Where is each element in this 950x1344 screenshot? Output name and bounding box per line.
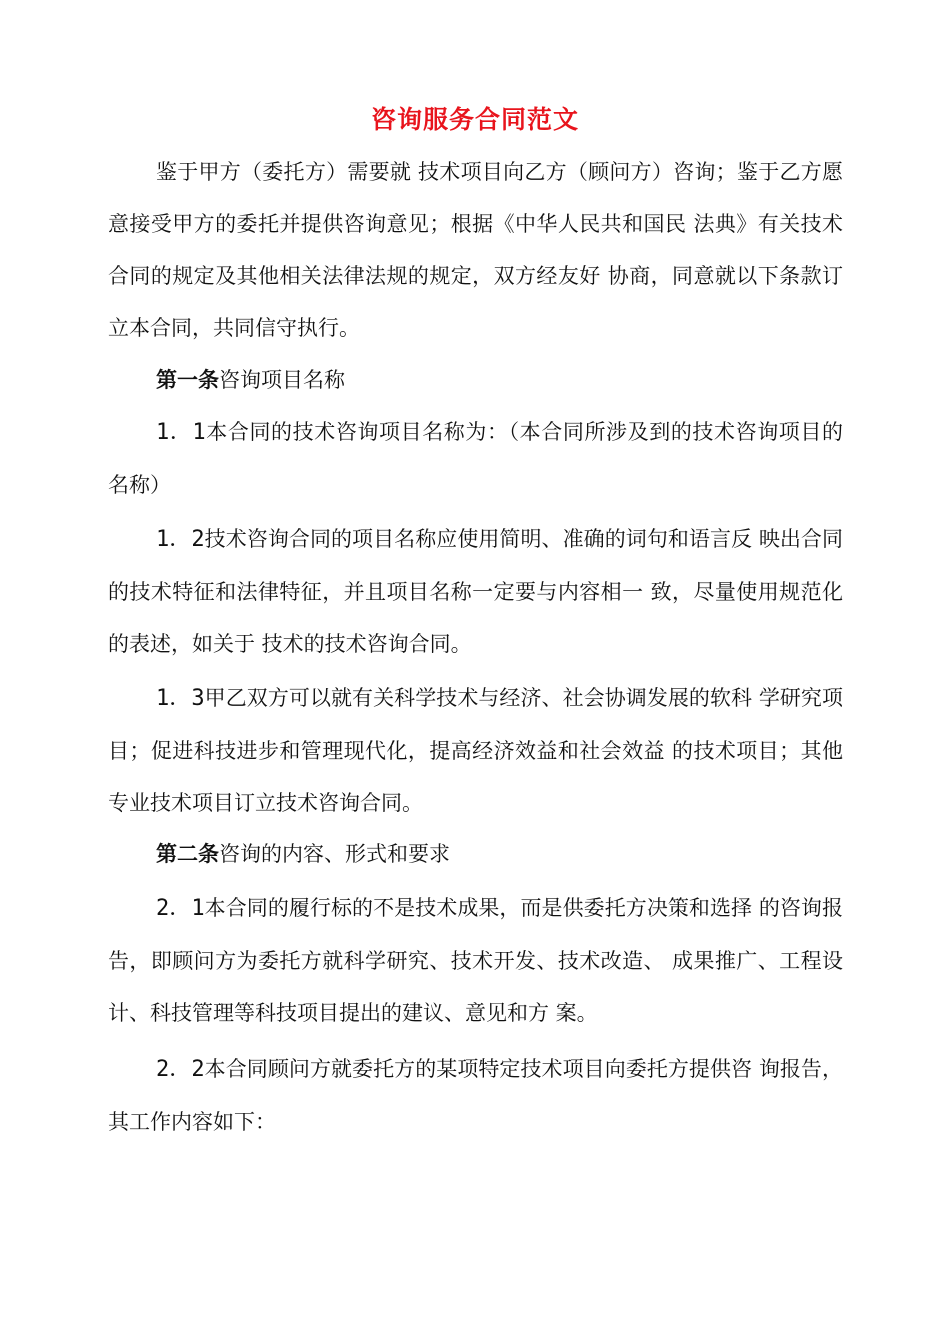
article-1-label: 第一条 [156, 368, 219, 392]
clause-1-1-number: 1．1 [156, 420, 206, 445]
clause-2-1 [108, 882, 843, 1039]
clause-1-3-number: 1．3 [156, 686, 205, 711]
clause-1-3-text: 甲乙双方可以就有关科学技术与经济、社会协调发展的软科 学研究项目；促进科技进步和管理现代化，提高经济效益和社会效益 的技术项目；其他专业技术项目订立技术咨询合同。 [108, 686, 843, 815]
clause-2-2 [108, 1043, 843, 1148]
article-1-heading [156, 354, 846, 406]
clause-2-1-text: 本合同的履行标的不是技术成果，而是供委托方决策和选择 的咨询报告，即顾问方为委托方就科学研究、技术开发、技术改造、 成果推广、工程设计、科技管理等科技项目提出的建议、意见和方 案。 [108, 896, 843, 1025]
clause-1-1 [108, 406, 843, 511]
clause-1-2 [108, 513, 843, 670]
clause-2-2-text: 本合同顾问方就委托方的某项特定技术项目向委托方提供咨 询报告，其工作内容如下： [108, 1057, 843, 1134]
clause-1-1-text: 本合同的技术咨询项目名称为：（本合同所涉及到的技术咨询项目的名称） [108, 420, 843, 497]
clause-2-2-number: 2．2 [156, 1057, 205, 1082]
intro-paragraph: 鉴于甲方（委托方）需要就 技术项目向乙方（顾问方）咨询；鉴于乙方愿意接受甲方的委托并提供咨询意见；根据《中华人民共和国民 法典》有关技术合同的规定及其他相关法律法规的规定，双方经友好 协商，同意就以下条款订立本合同，共同信守执行。 [108, 160, 843, 340]
document-title: 咨询服务合同范文 [370, 105, 579, 134]
article-1-title: 咨询项目名称 [219, 368, 345, 392]
clause-1-2-text: 技术咨询合同的项目名称应使用简明、准确的词句和语言反 映出合同的技术特征和法律特征，并且项目名称一定要与内容相一 致，尽量使用规范化的表述，如关于 技术的技术咨询合同。 [108, 527, 843, 656]
article-2-title: 咨询的内容、形式和要求 [219, 842, 450, 866]
article-2-label: 第二条 [156, 842, 219, 866]
clause-1-2-number: 1．2 [156, 527, 205, 552]
article-2-heading [156, 828, 846, 880]
clause-2-1-number: 2．1 [156, 896, 205, 921]
clause-1-3 [108, 672, 843, 829]
